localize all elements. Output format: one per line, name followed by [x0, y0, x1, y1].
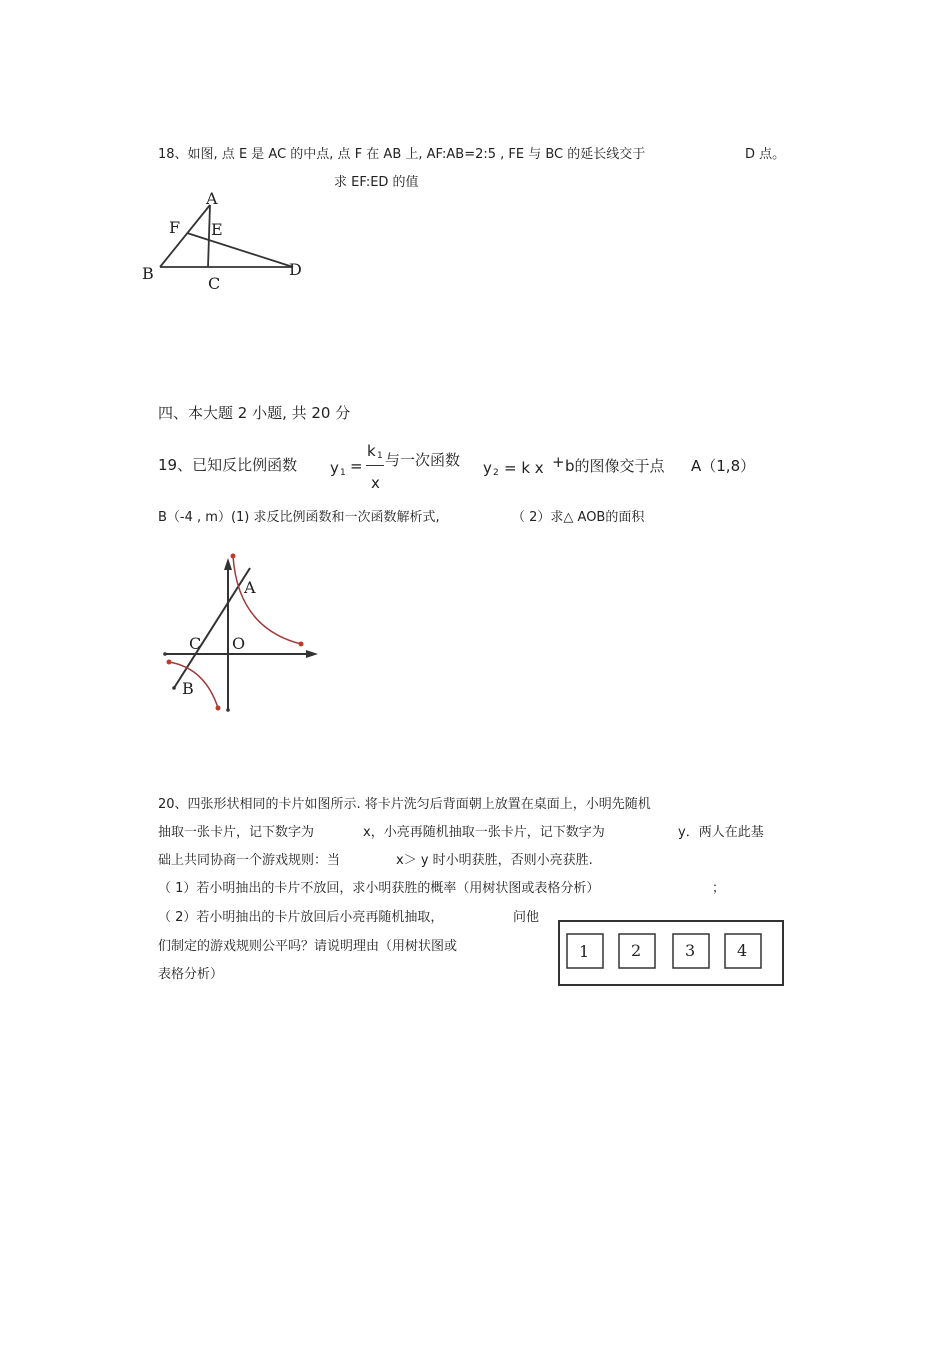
- hyperbola-branch-upper: [233, 556, 301, 644]
- q19-graph-figure: [160, 548, 325, 718]
- endpoint-dot: [167, 660, 172, 665]
- q20-line1: 20、四张形状相同的卡片如图所示. 将卡片洗匀后背面朝上放置在桌面上，小明先随机: [158, 797, 651, 812]
- q20-line3b: x＞ y 时小明获胜，否则小亮获胜.: [396, 853, 593, 868]
- endpoint-dot: [231, 554, 236, 559]
- q19-k1: k: [367, 442, 376, 460]
- q20-line3a: 础上共同协商一个游戏规则：当: [158, 853, 341, 868]
- q20-cards-figure: [557, 919, 787, 989]
- segment-fd: [187, 233, 293, 267]
- endpoint-dot: [172, 686, 176, 690]
- q18-line1: 18、如图, 点 E 是 AC 的中点, 点 F 在 AB 上, AF:AB=2:5 , FE 与 BC 的延长线交于: [158, 147, 646, 162]
- q19-b-tail: b的图像交于点: [565, 457, 665, 475]
- q20-line2c: y．两人在此基: [678, 825, 764, 840]
- q20-line5a: （ 2）若小明抽出的卡片放回后小亮再随机抽取，: [158, 910, 444, 925]
- q19-k1-sub: 1: [377, 451, 383, 461]
- q20-line2a: 抽取一张卡片，记下数字为: [158, 825, 315, 840]
- q19-y2-sub: 2: [493, 468, 499, 478]
- q19-eq2: = k x: [504, 459, 544, 477]
- q20-line5b: 问他: [513, 910, 540, 925]
- q19-line2a: B（-4 , m）(1) 求反比例函数和一次函数解析式,: [158, 510, 440, 525]
- q19-plus: +: [552, 453, 565, 471]
- q19-point-a: A（1,8）: [691, 457, 756, 475]
- section4-title: 四、本大题 2 小题, 共 20 分: [158, 404, 351, 422]
- q19-fraction-bar: [366, 465, 384, 466]
- label-e: E: [211, 220, 223, 239]
- q19-prefix: 19、已知反比例函数: [158, 456, 298, 474]
- endpoint-dot: [226, 708, 230, 712]
- label-b: B: [182, 679, 194, 698]
- card-number: 3: [685, 941, 696, 960]
- label-c: C: [208, 274, 221, 293]
- y-axis-arrow: [224, 558, 232, 570]
- label-o: O: [232, 634, 246, 653]
- label-d: D: [289, 260, 302, 279]
- q19-x-denominator: x: [371, 474, 380, 492]
- label-a: A: [206, 189, 218, 208]
- q20-line6: 们制定的游戏规则公平吗？请说明理由（用树状图或: [158, 939, 458, 954]
- q19-line2b: （ 2）求△ AOB的面积: [512, 510, 645, 525]
- q20-line4-end: ；: [712, 881, 726, 896]
- q20-line7: 表格分析）: [158, 967, 224, 982]
- card-number: 1: [579, 942, 590, 961]
- card-number: 4: [737, 941, 748, 960]
- q19-y1-sub: 1: [340, 468, 346, 478]
- q19-y2: y: [483, 459, 492, 477]
- card-number: 2: [631, 941, 642, 960]
- q20-line4: （ 1）若小明抽出的卡片不放回，求小明获胜的概率（用树状图或表格分析）: [158, 881, 600, 896]
- label-f: F: [169, 218, 181, 237]
- endpoint-dot: [216, 706, 221, 711]
- cards-frame: [559, 921, 783, 985]
- endpoint-dot: [299, 642, 304, 647]
- q20-line2b: x，小亮再随机抽取一张卡片，记下数字为: [363, 825, 605, 840]
- x-axis-arrow: [306, 650, 318, 658]
- label-b: B: [142, 264, 154, 283]
- q19-y1: y: [330, 459, 339, 477]
- q19-mid-text: 与一次函数: [385, 451, 461, 469]
- segment-ab: [160, 205, 210, 267]
- q18-line1-end: D 点。: [745, 147, 786, 162]
- q19-eq1: =: [350, 457, 363, 475]
- q18-triangle-figure: [135, 190, 315, 295]
- label-a: A: [244, 578, 256, 597]
- label-c: C: [189, 634, 202, 653]
- segment-ac: [208, 205, 210, 267]
- q18-line2: 求 EF:ED 的值: [334, 175, 419, 190]
- endpoint-dot: [163, 652, 167, 656]
